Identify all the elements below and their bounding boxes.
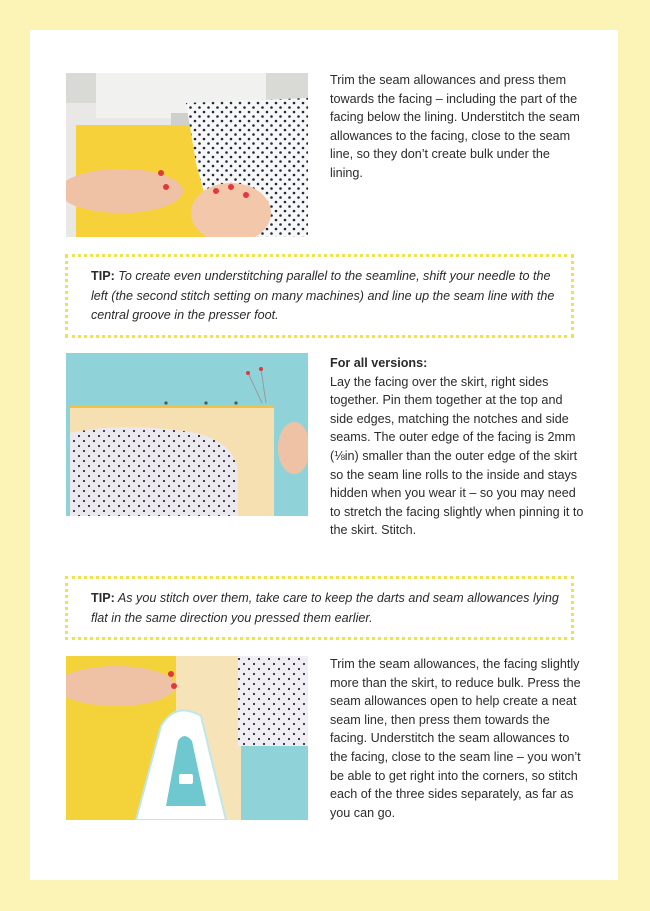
iron-pressing-photo <box>66 656 308 820</box>
tip-box-1 <box>65 254 574 338</box>
step2-heading: For all versions: <box>330 356 428 370</box>
page <box>30 30 618 880</box>
step2-text <box>330 354 585 540</box>
tip-text: As you stitch over them, take care to keep the darts and seam allowances lying flat in the same direction you pressed them earlier. <box>91 591 559 625</box>
step1-text <box>330 71 585 183</box>
pinned-facing-photo <box>66 353 308 516</box>
step3-text <box>330 655 585 822</box>
tip-box-2 <box>65 576 574 640</box>
step1-paragraph: Trim the seam allowances and press them towards the facing – including the part of the facing below the lining. Understitch the seam allowances to the facing, close to the seam line, so they don’t create bulk under the lining. <box>330 73 580 180</box>
tip-label: TIP: <box>91 269 115 283</box>
tip-label: TIP: <box>91 591 115 605</box>
tip-text: To create even understitching parallel to the seamline, shift your needle to the left (the second stitch setting on many machines) and line up the seam line with the central groove in the presser foot. <box>91 269 555 322</box>
sewing-machine-photo <box>66 73 308 237</box>
step2-paragraph: Lay the facing over the skirt, right sides together. Pin them together at the top and side edges, matching the notches and side seams. The outer edge of the facing is 2mm (⅛in) smaller than the outer edge of the skirt so the seam line rolls to the inside and stays hidden when you wear it – so you may need to stretch the facing slightly when pinning it to the skirt. Stitch. <box>330 374 584 538</box>
step3-paragraph: Trim the seam allowances, the facing slightly more than the skirt, to reduce bulk. Press the seam allowances open to help create a neat seam line, then press them towards the facing. Understitch the seam allowances to the facing, close to the seam line – you won’t be able to get right into the corners, so stitch each of the three sides separately, as far as you can go. <box>330 657 581 820</box>
